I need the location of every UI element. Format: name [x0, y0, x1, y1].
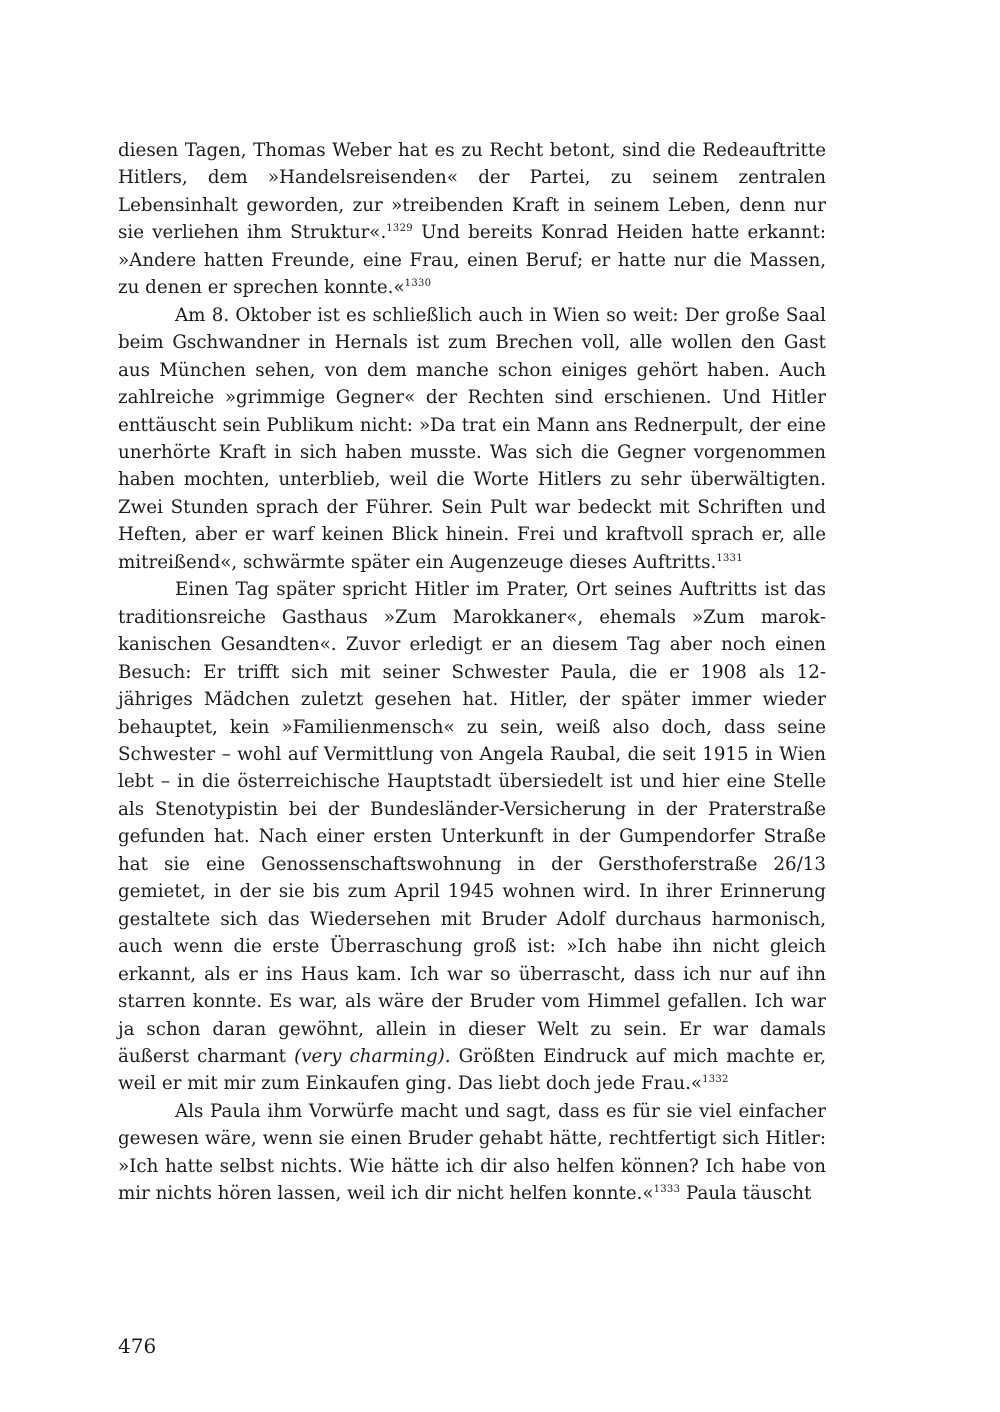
footnote-marker: 1331	[716, 552, 743, 564]
text-run: diesen Tagen, Thomas Weber hat es zu Recht betont, sind die Redeauftritte Hitlers, dem »Handelsreisenden« der Partei, zu seinem zentralen Lebensinhalt geworden, zur »treibenden Kraft in seinem Leben, denn nur sie verliehen ihm Struktur«.	[118, 140, 826, 244]
page-number: 476	[118, 1334, 157, 1358]
footnote-marker: 1330	[404, 278, 432, 290]
footnote-marker: 1332	[702, 1074, 729, 1086]
text-run: Einen Tag später spricht Hitler im Prater, Ort seines Auftritts ist das traditionsreiche Gasthaus »Zum Marokkaner«, ehemals »Zum marokkanischen Gesandten«. Zuvor erledigt er an diesem Tag aber noch einen Besuch: Er trifft sich mit seiner Schwester Paula, die er 1908 als 12-jähriges Mädchen zuletzt gesehen hat. Hitler, der später immer wieder behauptet, kein »Familienmensch« zu sein, weiß also doch, dass seine Schwester – wohl auf Vermittlung von Angela Raubal, die seit 1915 in Wien lebt – in die österreichische Hauptstadt übersiedelt ist und hier eine Stelle als Stenotypistin bei der Bundesländer-Versicherung in der Praterstraße gefunden hat. Nach einer ersten Unterkunft in der Gumpendorfer Straße hat sie eine Genossenschaftswohnung in der Gersthoferstraße 26/13 gemietet, in der sie bis zum April 1945 wohnen wird. In ihrer Erinnerung gestaltete sich das Wiedersehen mit Bruder Adolf durchaus harmonisch, auch wenn die erste Überraschung groß ist: »Ich habe ihn nicht gleich erkannt, als er ins Haus kam. Ich war so überrascht, dass ich nur auf ihn starren konnte. Es war, als wäre der Bruder vom Himmel gefallen. Ich war ja schon daran gewöhnt, allein in dieser Welt zu sein. Er war damals äußerst charmant	[118, 579, 826, 1067]
footnote-marker: 1333	[653, 1184, 681, 1196]
text-run: Und bereits Konrad Heiden hatte erkannt: »Andere hatten Freunde, eine Frau, einen Beruf; er hatte nur die Massen, zu denen er sprechen konnte.«	[118, 222, 826, 299]
text-run: Als Paula ihm Vorwürfe macht und sagt, dass es für sie viel einfacher gewesen wäre, wenn sie einen Bruder gehabt hätte, rechtfertigt sich Hitler: »Ich hatte selbst nichts. Wie hätte ich dir also helfen können? Ich habe von mir nichts hören lassen, weil ich dir nicht helfen konnte.«	[118, 1100, 826, 1205]
text-run: Am 8. Oktober ist es schließlich auch in Wien so weit: Der große Saal beim Gschwandner in Hernals ist zum Brechen voll, alle wollen den Gast aus München sehen, von dem manche schon einiges gehört haben. Auch zahlreiche »grimmige Gegner« der Rechten sind erschienen. Und Hitler enttäuscht sein Publikum nicht: »Da trat ein Mann ans Rednerpult, der eine unerhörte Kraft in sich haben musste. Was sich die Gegner vorgenommen haben mochten, unterblieb, weil die Worte Hitlers zu sehr überwältigten. Zwei Stunden sprach der Führer. Sein Pult war bedeckt mit Schriften und Heften, aber er warf keinen Blick hinein. Frei und kraftvoll sprach er, alle mitreißend«, schwärmte später ein Augenzeuge dieses Auftritts.	[118, 304, 826, 573]
text-run: Paula täuscht	[680, 1183, 812, 1205]
text-run: Größten Eindruck auf mich machte er, weil er mit mir zum Einkaufen ging. Das liebt doch jede Frau.«	[118, 1045, 826, 1095]
footnote-marker: 1329	[386, 223, 413, 235]
italic-text-run: (very charming).	[294, 1045, 451, 1067]
paragraph	[118, 1098, 826, 1208]
paragraph	[118, 576, 826, 1098]
paragraph	[118, 302, 826, 577]
paragraph	[118, 137, 826, 302]
body-text	[118, 137, 826, 1208]
